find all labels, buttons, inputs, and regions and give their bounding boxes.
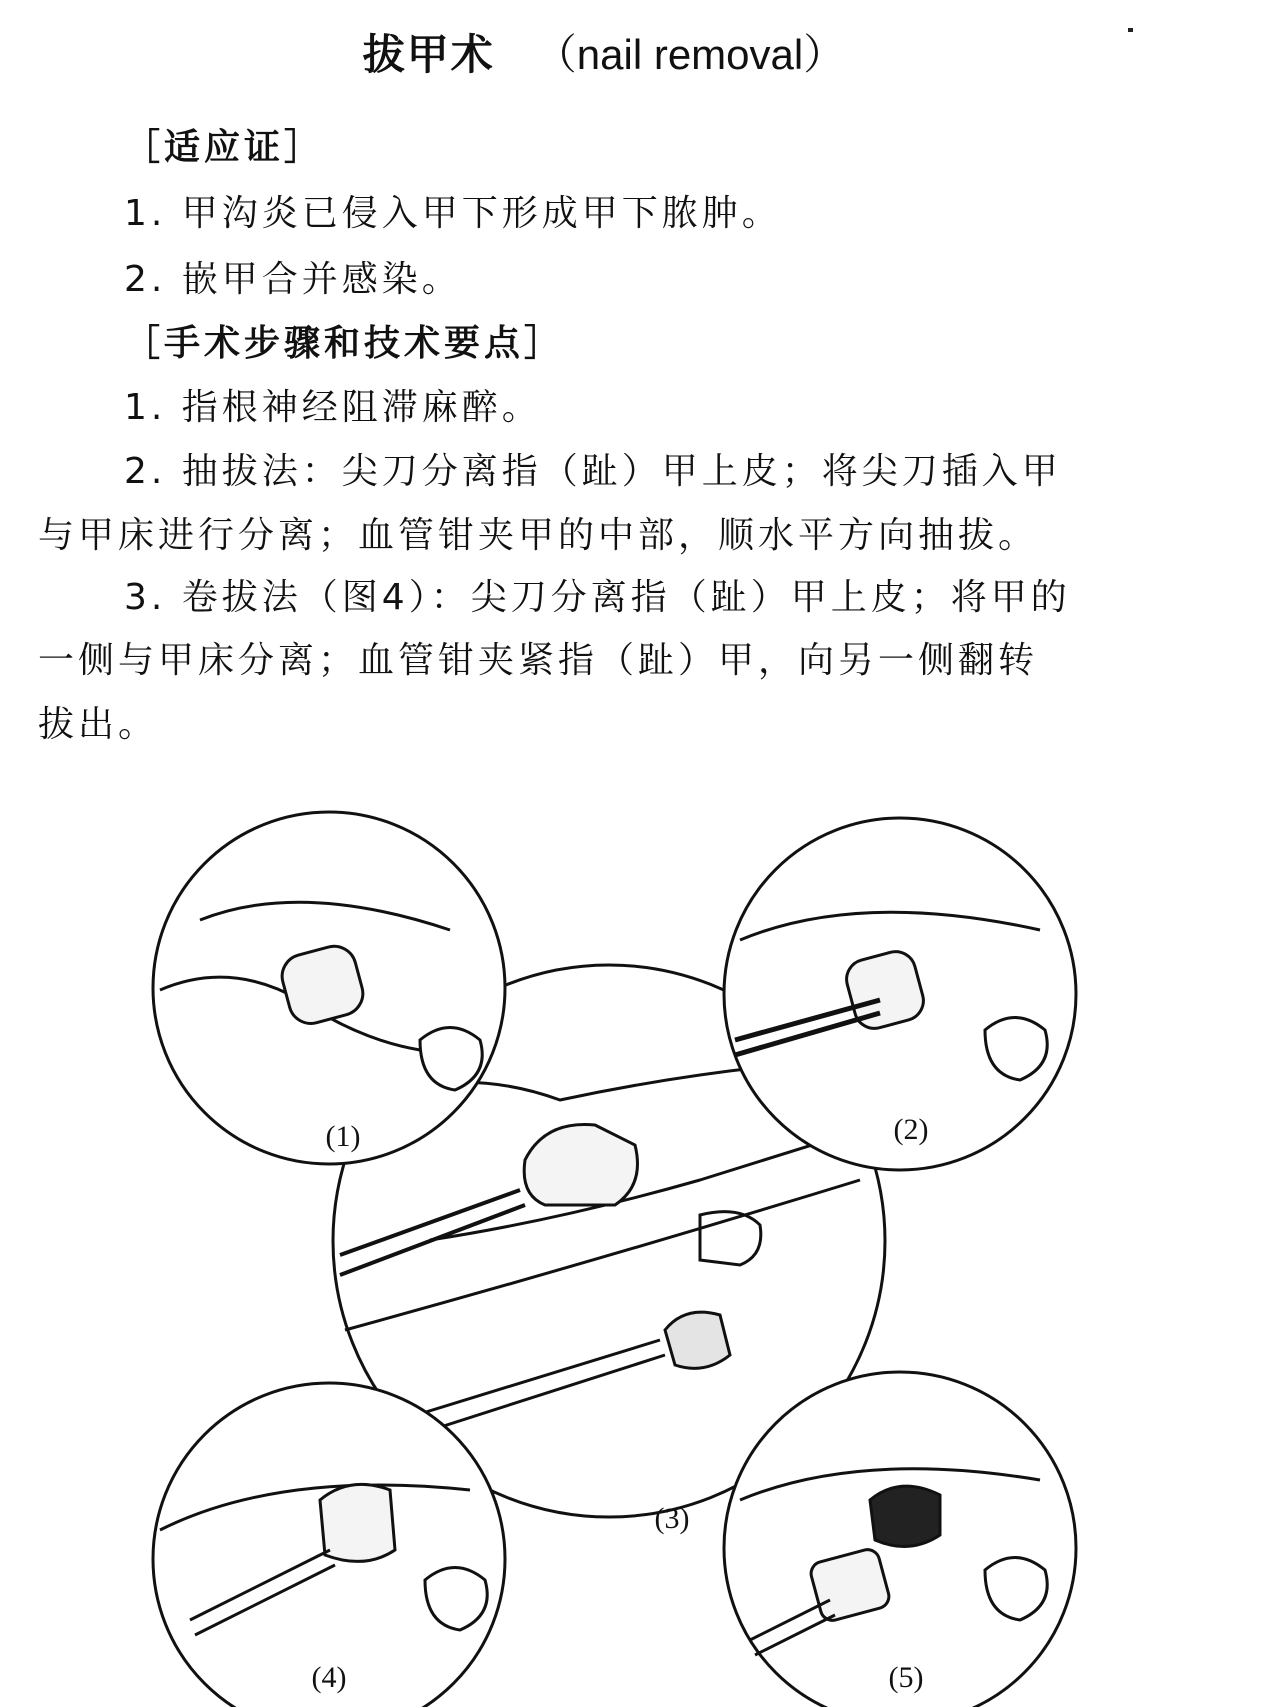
step-item-line: 3. 卷拔法（图4）：尖刀分离指（趾）甲上皮；将甲的 bbox=[124, 577, 1071, 618]
step-item-line: 2. 抽拔法：尖刀分离指（趾）甲上皮；将尖刀插入甲 bbox=[124, 451, 1062, 492]
figure-panel-5 bbox=[724, 1372, 1076, 1707]
indication-item: 1. 甲沟炎已侵入甲下形成甲下脓肿。 bbox=[124, 193, 782, 234]
panel-label-5: (5) bbox=[888, 1661, 924, 1694]
indication-item: 2. 嵌甲合并感染。 bbox=[124, 259, 462, 300]
title-zh: 拔甲术 bbox=[362, 30, 495, 79]
section-heading-steps: ［手术步骤和技术要点］ bbox=[124, 323, 565, 364]
step-item-line: 拔出。 bbox=[38, 704, 159, 745]
figure-panel-4 bbox=[153, 1383, 505, 1707]
figure-panel-1 bbox=[153, 812, 505, 1164]
panel-label-1: (1) bbox=[325, 1120, 361, 1153]
section-heading-indications: ［适应证］ bbox=[124, 127, 325, 168]
panel-label-2: (2) bbox=[893, 1113, 929, 1146]
panel-label-4: (4) bbox=[311, 1661, 347, 1694]
step-item: 1. 指根神经阻滞麻醉。 bbox=[124, 387, 542, 428]
step-item-line: 一侧与甲床分离；血管钳夹紧指（趾）甲，向另一侧翻转 bbox=[38, 640, 1039, 681]
step-item-line: 与甲床进行分离；血管钳夹甲的中部，顺水平方向抽拔。 bbox=[38, 515, 1039, 556]
title-en: （nail removal） bbox=[534, 31, 846, 78]
panel-label-3: (3) bbox=[654, 1502, 690, 1535]
